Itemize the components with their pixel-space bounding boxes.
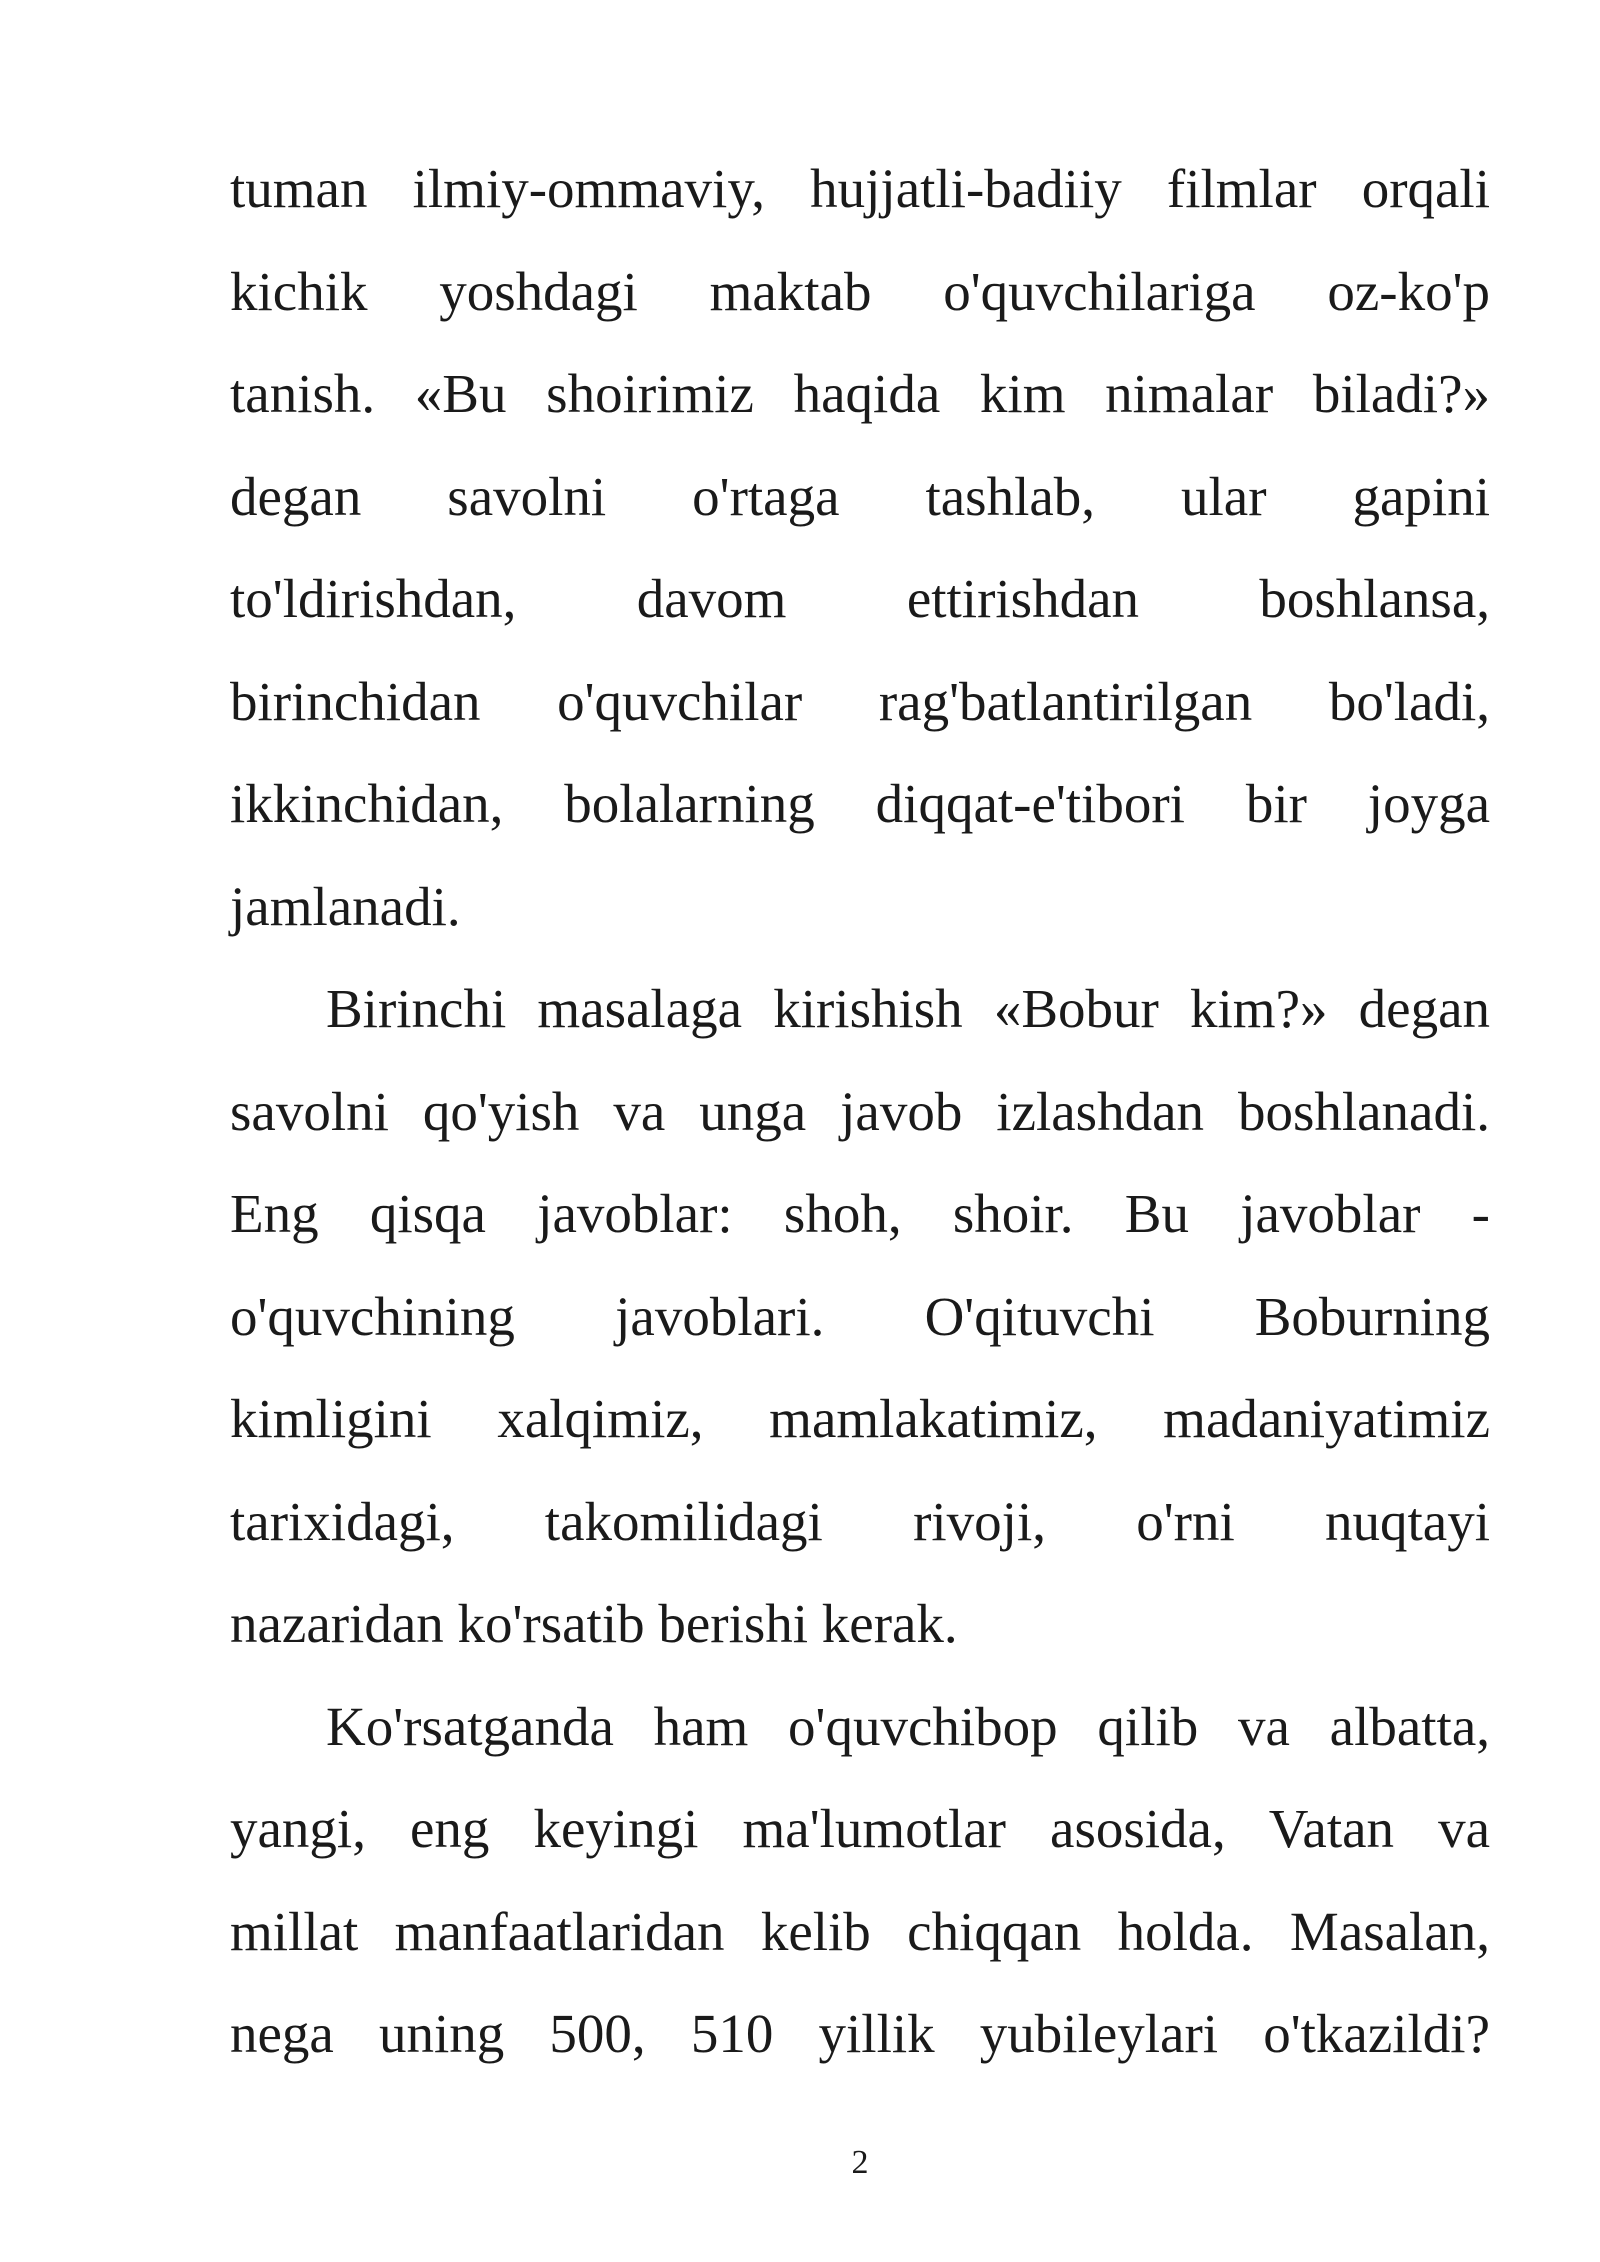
text-line: Birinchi masalaga kirishish «Bobur kim?» degan [326, 978, 1490, 1039]
text-line: birinchidan o'quvchilar rag'batlantirilgan bo'ladi, [230, 670, 1490, 732]
text-line: Ko'rsatganda ham o'quvchibop qilib va albatta, [326, 1695, 1490, 1757]
text-line: kichik yoshdagi maktab o'quvchilariga oz-ko'p [230, 260, 1490, 322]
paragraph-3 [230, 1676, 1490, 2086]
body-text [230, 138, 1490, 2086]
text-line: Eng qisqa javoblar: shoh, shoir. Bu javoblar - [230, 1183, 1490, 1244]
text-line: o'quvchining javoblari. O'qituvchi Boburning [230, 1285, 1490, 1347]
text-line: yangi, eng keyingi ma'lumotlar asosida, Vatan va [230, 1798, 1490, 1859]
text-line: nazaridan ko'rsatib berishi kerak. [230, 1593, 958, 1654]
text-line: ikkinchidan, bolalarning diqqat-e'tibori bir joyga [230, 773, 1490, 834]
text-line: tuman ilmiy-ommaviy, hujjatli-badiiy filmlar orqali [230, 158, 1490, 219]
text-line: savolni qo'yish va unga javob izlashdan boshlanadi. [230, 1080, 1490, 1142]
text-line: kimligini xalqimiz, mamlakatimiz, madaniyatimiz [230, 1388, 1490, 1449]
text-line: tarixidagi, takomilidagi rivoji, o'rni nuqtayi [230, 1490, 1490, 1552]
paragraph-1 [230, 138, 1490, 958]
text-line: nega uning 500, 510 yillik yubileylari o'tkazildi? [230, 2003, 1490, 2064]
text-line: degan savolni o'rtaga tashlab, ular gapini [230, 465, 1490, 527]
paragraph-2 [230, 958, 1490, 1676]
text-line: tanish. «Bu shoirimiz haqida kim nimalar biladi?» [230, 363, 1490, 424]
text-line: millat manfaatlaridan kelib chiqqan holda. Masalan, [230, 1900, 1490, 1962]
page-number: 2 [851, 2144, 869, 2181]
text-line: to'ldirishdan, davom ettirishdan boshlansa, [230, 568, 1490, 629]
text-line: jamlanadi. [230, 875, 461, 937]
